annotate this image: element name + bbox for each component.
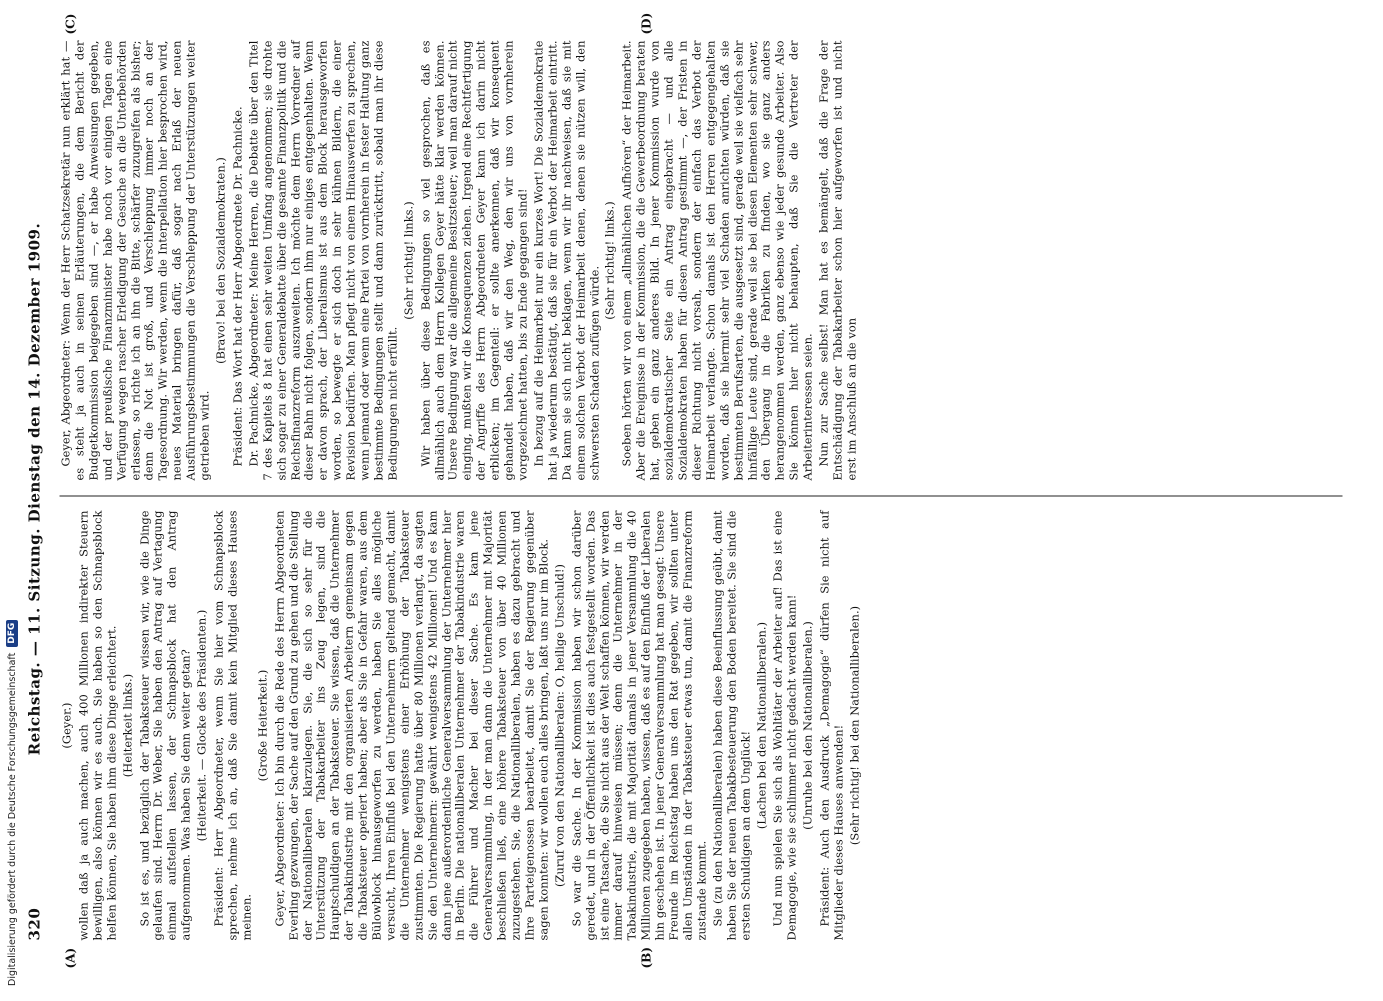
margin-letter-a: (A)	[63, 947, 78, 969]
interjection: (Sehr richtig! links.)	[401, 201, 416, 320]
interjection: (Geyer.)	[59, 702, 74, 749]
paragraph: wollen daß ja auch machen, auch 400 Millionen indirekter Steuern bewilligen, also können wir es auch. Sie haben so den Schnapsblock helfen können, Sie haben ihm diese Dinge erleichtert.	[76, 510, 119, 941]
page-number: 320	[25, 907, 44, 941]
page-title: Reichstag. — 11. Sitzung. Dienstag den 14. Dezember 1909.	[25, 222, 44, 756]
paragraph: Wir haben über diese Bedingungen so viel gesprochen, daß es allmählich auch dem Herrn Kollegen Geyer hätte klar werden können. Unsere Bedingung war die allgemeine Besitzsteuer; weil man darauf nicht einging, mußten wir die Konsequenzen ziehen. Irgend eine Rechtfertigung der Angriffe des Herrn Abgeordneten Geyer kann ich darin nicht erblicken; im Gegenteil: er sollte anerkennen, daß wir konsequent gehandelt haben, daß wir den Weg, den wir uns von vornherein vorgezeichnet hatten, bis zu Ende gegangen sind!	[418, 40, 530, 481]
paragraph: Präsident: Herr Abgeordneter, wenn Sie hier vom Schnapsblock sprechen, nehme ich an, daß Sie damit kein Mitglied dieses Hauses meinen.	[211, 510, 254, 941]
interjection: (Sehr richtig! links.)	[602, 201, 617, 320]
paragraph: So war die Sache. In der Kommission haben wir schon darüber geredet, und in der Öffentlichkeit ist dies auch festgestellt worden. Das ist eine Tatsache, die Sie nicht aus der Welt schaffen können, wir werden immer darauf hinweisen müssen; denn die Unternehmer in der Tabakindustrie, die mit Majorität damals in jener Versammlung die 40 Millionen zugegeben haben, wissen, daß es auf den Einfluß der Liberalen hin geschehen ist. In jener Generalversammlung hat man gesagt: Unsere Freunde im Reichstag haben uns den Rat gegeben, wir sollten unter allen Umständen in der Tabaksteuer etwas tun, damit die Finanzreform zustande kommt.	[569, 510, 709, 941]
margin-letter-c: (C)	[63, 13, 78, 35]
interjection: (Sehr richtig! bei den Nationalliberalen.)	[847, 605, 862, 846]
page-header	[18, 41, 52, 941]
interjection: (Bravo! bei den Sozialdemokraten.)	[213, 157, 228, 364]
digitization-credit	[2, 6, 22, 986]
margin-letter-d: (D)	[639, 12, 654, 35]
paragraph: Präsident: Auch den Ausdruck „Demagogie“ dürfen Sie nicht auf Mitglieder dieses Hauses anwenden!	[817, 510, 846, 941]
paragraph: So ist es, und bezüglich der Tabaksteuer wissen wir, wie die Dinge gelaufen sind. Herrn Dr. Weber, Sie haben den Antrag auf Vertagung einmal aufstellen lassen, der Schnapsblock hat den Antrag aufgenommen. Was haben Sie denn weiter getan?	[137, 510, 193, 941]
paragraph: Geyer, Abgeordneter: Ich bin durch die Rede des Herrn Abgeordneten Everling gezwungen, der Sache auf den Grund zu gehen und die Stellung der Nationalliberalen klarzulegen. Sie, die sich so sehr für die Unterstützung der Tabakarbeiter ins Zeug legen, sind die Hauptschuldigen an der Tabaksteuer. Sie wissen, daß die Unternehmer der Tabakindustrie mit den organisierten Arbeitern gemeinsam gegen die Tabaksteuer operiert haben; aber als Sie in Gefahr waren, aus dem Bülowblock hinausgeworfen zu werden, haben Sie alles mögliche versucht, Ihren Einfluß bei den Unternehmern geltend gemacht, damit die Unternehmer wenigstens einer Erhöhung der Tabaksteuer zustimmten. Die Regierung hatte über 80 Millionen verlangt, da sagten Sie den Unternehmern: gewährt wenigstens 42 Millionen! Und es kam dann jene außerordentliche Generalversammlung der Unternehmer hier in Berlin. Die nationalliberalen Unternehmer der Tabakindustrie waren die Führer und Macher bei dieser Sache. Es kam jene Generalversammlung, in der man dann die Unternehmer mit Majorität beschließen ließ, eine höhere Tabaksteuer von über 40 Millionen zuzugestehen. Sie, die Nationalliberalen, haben es dazu gebracht und Ihre Parteigenossen bearbeitet, damit Sie der Regierung gegenüber sagen konnten: wir wollen euch alles bringen, laßt uns nur im Block.	[272, 510, 551, 941]
paragraph: Sie (zu den Nationalliberalen) haben diese Beeinflussung geübt, damit haben Sie der neuen Tabakbesteuerung den Boden bereitet. Sie sind die ersten Schuldigen an dem Unglück!	[710, 510, 753, 941]
paragraph: Soeben hörten wir von einem „allmählichen Aufhören“ der Heimarbeit. Aber die Ereignisse in der Kommission, die die Gewerbeordnung beraten hat, geben ein ganz anderes Bild. In jener Kommission wurde von sozialdemokratischer Seite ein Antrag eingebracht — und alle Sozialdemokraten haben für diesen Antrag gestimmt —, der Fristen in dieser Richtung nicht vorsah, sondern der einfach das Verbot der Heimarbeit verlangte. Schon damals ist den Herren entgegengehalten worden, daß sie hiermit sehr viel Schaden anrichten würden, daß sie bestimmten Berufsarten, die ausgesetzt sind, gerade weil sie vielfach sehr hinfällige Leute sind, gerade weil sie bei diesen Elementen sehr schwer, den Übergang in die Fabriken zu finden, wo sie ganz anders herangenommen werden, ganz ebenso wie jeder gesunde Arbeiter. Also Sie können hier nicht behaupten, daß Sie die Vertreter der Arbeiterinteressen seien.	[619, 40, 815, 481]
right-column	[60, 41, 1343, 481]
paragraph: Geyer, Abgeordneter: Wenn der Herr Schatzsekretär nun erklärt hat — es steht ja auch in seinen Erläuterungen, die dem Bericht der Budgetkommission beigegeben sind —, er habe Anweisungen gegeben, und der preußische Finanzminister habe noch vor einigen Tagen eine Verfügung wegen rascher Erledigung der Gesuche an die Unterbehörden erlassen, so richte ich an ihn die Bitte, schärfer zuzugreifen als bisher; denn die Not ist groß, und Verschleppung immer noch an der Tagesordnung. Wir werden, wenn die Interpellation hier besprochen wird, neues Material bringen dafür, daß sogar nach Erlaß der neuen Ausführungsbestimmungen die Verschleppung der Unterstützungen weiter getrieben wird.	[58, 40, 212, 481]
margin-letter-b: (B)	[639, 947, 654, 969]
interjection: (Heiterkeit. — Glocke des Präsidenten.)	[194, 609, 209, 842]
paragraph: In bezug auf die Heimarbeit nur ein kurzes Wort! Die Sozialdemokratie hat ja wiederum bestätigt, daß sie für ein Verbot der Heimarbeit eintritt. Da kann sie sich nicht beklagen, wenn wir ihr nachweisen, daß sie mit einem solchen Verbot der Heimarbeit denen, denen sie nützen will, den schwersten Schaden zufügen würde.	[531, 40, 602, 481]
paragraph: Und nun spielen Sie sich als Wohltäter der Arbeiter auf! Das ist eine Demagogie, wie sie schlimmer nicht gedacht werden kann!	[770, 510, 799, 941]
credit-text: Digitalisierung gefördert durch die Deutsche Forschungsgemeinschaft	[6, 652, 18, 986]
column-divider	[60, 496, 1343, 497]
dfg-logo: DFG	[6, 620, 18, 647]
paragraph: Präsident: Das Wort hat der Herr Abgeordnete Dr. Pachnicke.	[230, 106, 245, 467]
paragraph: Nun zur Sache selbst! Man hat es bemängelt, daß die Frage der Entschädigung der Tabakarbeiter schon hier aufgeworfen ist und nicht erst im Anschluß an die von	[816, 40, 859, 481]
paragraph: Dr. Pachnicke, Abgeordneter: Meine Herren, die Debatte über den Titel 7 des Kapitels 8 hat einen sehr weiten Umfang angenommen; sie drohte sich sogar zu einer Generaldebatte über die gesamte Finanzpolitik und die Reichsfinanzreform auszuweiten. Ich möchte dem Herrn Vorredner auf dieser Bahn nicht folgen, sondern ihm nur einiges entgegenhalten. Wenn er davon sprach, der Liberalismus ist aus dem Block herausgeworfen worden, so bewegte er sich doch in sehr kühnen Bildern, die einer Revision bedürfen. Man pflegt nicht von einem Hinauswerfen zu sprechen, wenn jemand oder wenn eine Partei von vornherein in fester Haltung ganz bestimmte Bedingungen stellt und dann zurücktritt, sobald man ihr diese Bedingungen nicht erfüllt.	[246, 40, 400, 481]
interjection: (Große Heiterkeit.)	[255, 669, 270, 782]
left-column	[60, 511, 1343, 941]
document-page	[0, 1, 1383, 1001]
interjection: (Heiterkeit links.)	[120, 673, 135, 778]
interjection: (Unruhe bei den Nationalliberalen.)	[800, 621, 815, 830]
interjection: (Zuruf von den Nationalliberalen: O, heilige Unschuld!)	[552, 564, 567, 887]
interjection: (Lachen bei den Nationalliberalen.)	[754, 621, 768, 830]
